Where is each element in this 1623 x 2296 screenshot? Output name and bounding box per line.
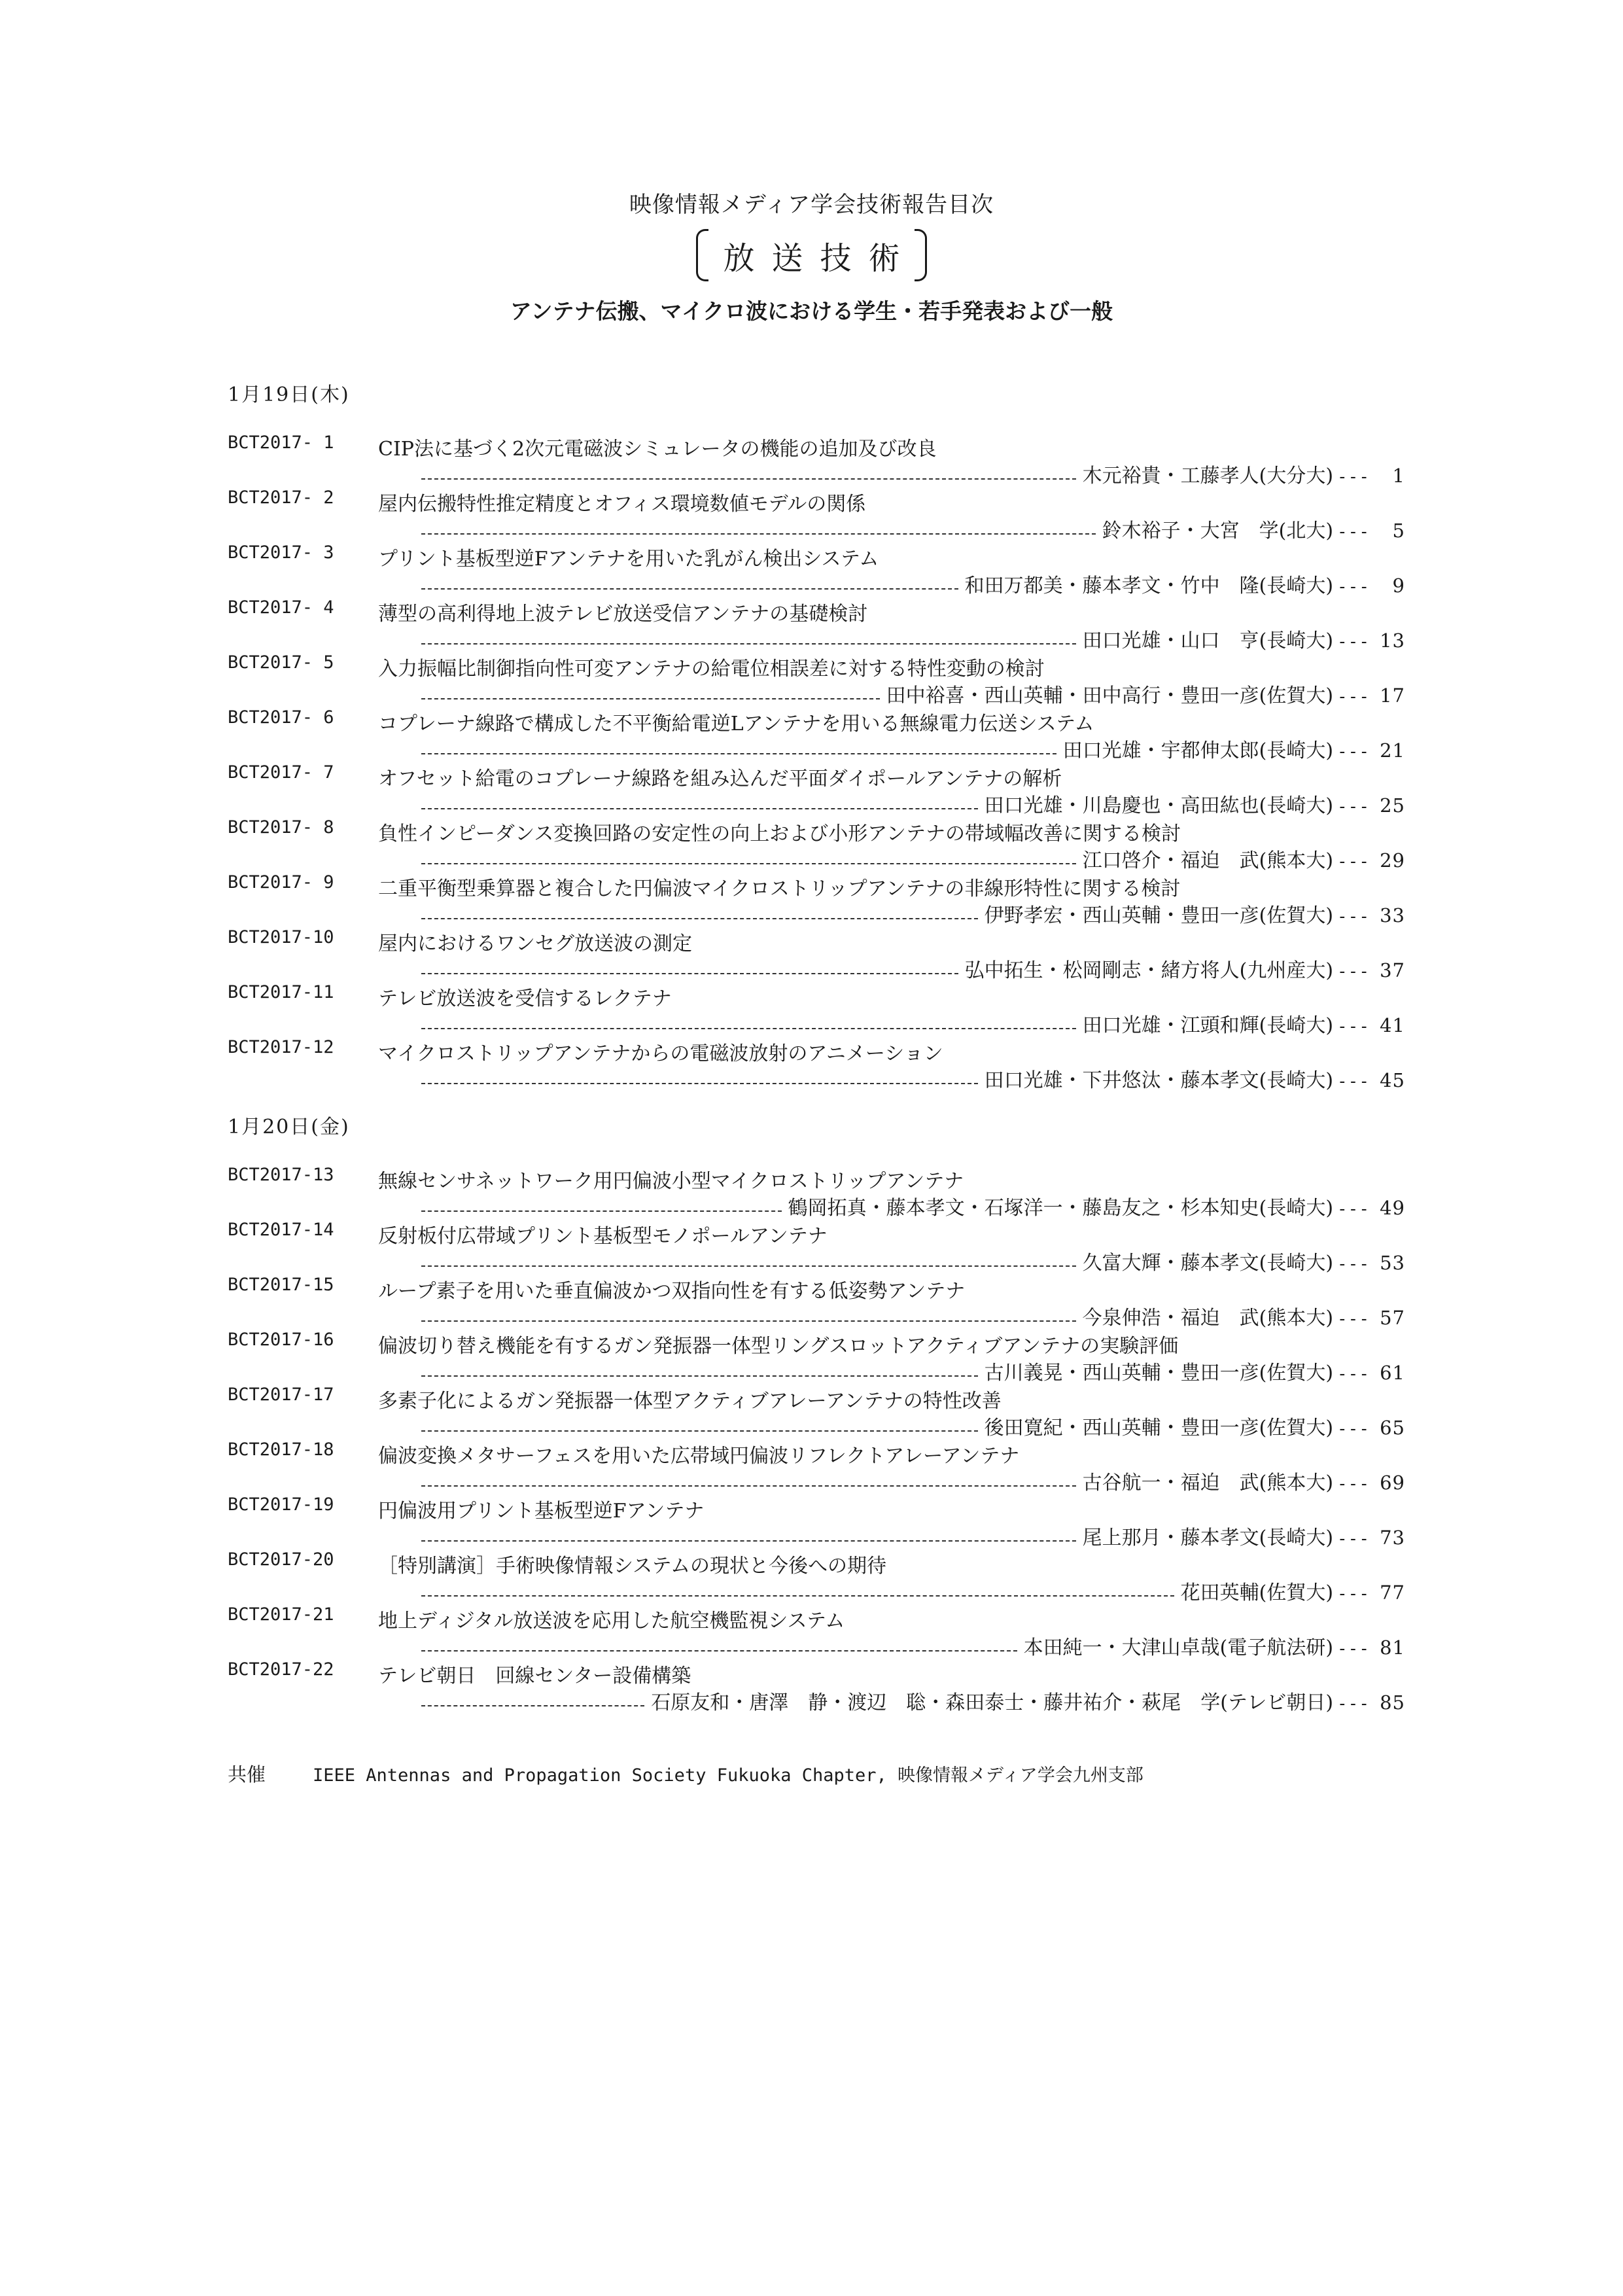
paper-title: ループ素子を用いた垂直偏波かつ双指向性を有する低姿勢アンテナ	[378, 1280, 966, 1303]
page-leader: --- 77	[1337, 1581, 1405, 1604]
paper-title: 負性インピーダンス変換回路の安定性の向上および小形アンテナの帯域幅改善に関する検討	[378, 822, 1181, 845]
report-number: BCT2017- 4	[228, 597, 334, 618]
page-number: 45	[1380, 1069, 1405, 1091]
page-number: 33	[1380, 904, 1405, 927]
report-number: BCT2017- 7	[228, 762, 334, 783]
page-leader: --- 57	[1337, 1307, 1405, 1329]
toc-entry	[228, 1439, 1405, 1494]
author-line	[228, 954, 1405, 980]
report-number: BCT2017- 3	[228, 542, 334, 563]
report-number: BCT2017-22	[228, 1659, 334, 1680]
paper-title: CIP法に基づく2次元電磁波シミュレータの機能の追加及び改良	[378, 438, 937, 461]
page-number: 77	[1380, 1581, 1405, 1604]
left-bracket	[696, 229, 708, 281]
report-number: BCT2017- 6	[228, 707, 334, 728]
report-number: BCT2017-11	[228, 982, 334, 1002]
author-line	[228, 844, 1405, 870]
dot-leader	[421, 850, 1076, 864]
page-leader: --- 53	[1337, 1252, 1405, 1274]
dot-leader	[421, 1692, 644, 1706]
page-number: 5	[1392, 520, 1405, 542]
page-leader: --- 65	[1337, 1417, 1405, 1439]
author-line	[228, 459, 1405, 486]
page-leader: --- 25	[1337, 794, 1405, 817]
paper-authors: 田口光雄・江頭和輝(長崎大)	[1082, 1014, 1334, 1037]
page-leader: --- 37	[1337, 959, 1405, 981]
paper-title: 屋内におけるワンセグ放送波の測定	[378, 932, 692, 955]
page-leader: --- 45	[1337, 1069, 1405, 1091]
paper-authors: 田口光雄・川島慶也・高田紘也(長崎大)	[984, 794, 1334, 817]
page-leader: --- 73	[1337, 1527, 1405, 1549]
author-line	[228, 789, 1405, 815]
paper-title: テレビ放送波を受信するレクテナ	[378, 987, 672, 1010]
toc-entry	[228, 1037, 1405, 1092]
page-leader: --- 5	[1337, 520, 1405, 542]
co-sponsor-line	[228, 1760, 1143, 1787]
dot-leader	[421, 1472, 1076, 1487]
paper-authors: 弘中拓生・松岡剛志・緒方将人(九州産大)	[964, 959, 1334, 982]
report-number: BCT2017-16	[228, 1330, 334, 1350]
report-number: BCT2017-14	[228, 1220, 334, 1240]
category-label: 放送技術	[723, 239, 917, 277]
toc-entry	[228, 1165, 1405, 1220]
toc-entry	[228, 872, 1405, 927]
toc-entry	[228, 1604, 1405, 1659]
report-number: BCT2017-13	[228, 1165, 334, 1185]
author-line	[228, 1356, 1405, 1383]
page-number: 29	[1380, 849, 1405, 872]
author-line	[228, 1301, 1405, 1328]
author-line	[228, 624, 1405, 650]
dot-leader	[421, 1252, 1076, 1267]
toc-entry	[228, 597, 1405, 652]
dot-leader	[421, 1582, 1174, 1597]
page-leader: --- 41	[1337, 1014, 1405, 1036]
day-header: 1月20日(金)	[228, 1116, 350, 1139]
report-number: BCT2017-12	[228, 1037, 334, 1057]
author-line	[228, 569, 1405, 595]
dot-leader	[421, 1527, 1076, 1542]
paper-authors: 古川義晃・西山英輔・豊田一彦(佐賀大)	[984, 1362, 1334, 1385]
page-leader: --- 17	[1337, 684, 1405, 707]
dot-leader	[421, 960, 958, 974]
report-number: BCT2017-20	[228, 1549, 334, 1570]
page-leader: --- 33	[1337, 904, 1405, 927]
author-line	[228, 1411, 1405, 1438]
paper-authors: 今泉伸浩・福迫 武(熊本大)	[1082, 1307, 1334, 1330]
report-number: BCT2017- 2	[228, 487, 334, 508]
dot-leader	[421, 1070, 978, 1084]
dot-leader	[421, 630, 1076, 645]
page-leader: --- 61	[1337, 1362, 1405, 1384]
author-line	[228, 734, 1405, 760]
toc-entry	[228, 487, 1405, 542]
toc-entry	[228, 1275, 1405, 1330]
page-number: 21	[1380, 739, 1405, 762]
author-line	[228, 1064, 1405, 1090]
paper-title: 多素子化によるガン発振器一体型アクティブアレーアンテナの特性改善	[378, 1390, 1002, 1413]
right-bracket	[915, 229, 927, 281]
paper-authors: 木元裕貴・工藤孝人(大分大)	[1082, 465, 1334, 487]
author-line	[228, 1576, 1405, 1602]
paper-title: 地上ディジタル放送波を応用した航空機監視システム	[378, 1610, 845, 1633]
page-number: 73	[1380, 1527, 1405, 1549]
paper-title: オフセット給電のコプレーナ線路を組み込んだ平面ダイポールアンテナの解析	[378, 768, 1062, 790]
paper-authors: 田口光雄・下井悠汰・藤本孝文(長崎大)	[984, 1069, 1334, 1092]
toc-entry	[228, 1220, 1405, 1275]
paper-title: テレビ朝日 回線センター設備構築	[378, 1665, 691, 1687]
author-line	[228, 1521, 1405, 1547]
page-leader: --- 85	[1337, 1691, 1405, 1714]
report-number: BCT2017-15	[228, 1275, 334, 1295]
paper-title: プリント基板型逆Fアンテナを用いた乳がん検出システム	[378, 548, 879, 571]
report-number: BCT2017- 1	[228, 433, 334, 453]
toc-entry	[228, 542, 1405, 597]
paper-title: 反射板付広帯域プリント基板型モノポールアンテナ	[378, 1225, 828, 1248]
paper-authors: 田中裕喜・西山英輔・田中高行・豊田一彦(佐賀大)	[886, 684, 1334, 707]
paper-authors: 田口光雄・宇都伸太郎(長崎大)	[1062, 739, 1334, 762]
dot-leader	[421, 795, 978, 809]
page-leader: --- 13	[1337, 629, 1405, 652]
author-line	[228, 1631, 1405, 1657]
report-number: BCT2017-17	[228, 1385, 334, 1405]
page-number: 13	[1380, 629, 1405, 652]
page-leader: --- 69	[1337, 1472, 1405, 1494]
page-leader: --- 9	[1337, 574, 1405, 597]
page-leader: --- 1	[1337, 465, 1405, 487]
page-number: 37	[1380, 959, 1405, 981]
page-number: 57	[1380, 1307, 1405, 1329]
page-leader: --- 81	[1337, 1636, 1405, 1659]
paper-authors: 本田純一・大津山卓哉(電子航法研)	[1023, 1636, 1334, 1659]
toc-entry	[228, 927, 1405, 982]
paper-authors: 伊野孝宏・西山英輔・豊田一彦(佐賀大)	[984, 904, 1334, 927]
paper-title: コプレーナ線路で構成した不平衡給電逆Lアンテナを用いる無線電力伝送システム	[378, 713, 1094, 735]
paper-title: 無線センサネットワーク用円偏波小型マイクロストリップアンテナ	[378, 1170, 964, 1193]
page-number: 81	[1380, 1636, 1405, 1659]
paper-authors: 尾上那月・藤本孝文(長崎大)	[1082, 1527, 1334, 1549]
dot-leader	[421, 685, 880, 699]
page-number: 49	[1380, 1197, 1405, 1219]
paper-authors: 田口光雄・山口 亨(長崎大)	[1082, 629, 1334, 652]
paper-authors: 和田万都美・藤本孝文・竹中 隆(長崎大)	[964, 574, 1334, 597]
dot-leader	[421, 1417, 978, 1432]
page-leader: --- 29	[1337, 849, 1405, 872]
paper-title: 偏波切り替え機能を有するガン発振器一体型リングスロットアクティブアンテナの実験評価	[378, 1335, 1179, 1358]
category-heading	[0, 229, 1623, 281]
toc-entry	[228, 762, 1405, 817]
page-number: 25	[1380, 794, 1405, 817]
page-number: 65	[1380, 1417, 1405, 1439]
report-number: BCT2017-10	[228, 927, 334, 947]
page-number: 17	[1380, 684, 1405, 707]
author-line	[228, 1009, 1405, 1035]
paper-title: 薄型の高利得地上波テレビ放送受信アンテナの基礎検討	[378, 603, 868, 626]
paper-authors: 後田寛紀・西山英輔・豊田一彦(佐賀大)	[984, 1417, 1334, 1439]
author-line	[228, 1466, 1405, 1492]
page-number: 61	[1380, 1362, 1405, 1384]
day-header: 1月19日(木)	[228, 383, 350, 406]
paper-authors: 石原友和・唐澤 静・渡辺 聡・森田泰士・藤井祐介・萩尾 学(テレビ朝日)	[651, 1691, 1334, 1714]
paper-title: 屋内伝搬特性推定精度とオフィス環境数値モデルの関係	[378, 493, 866, 516]
paper-title: 入力振幅比制御指向性可変アンテナの給電位相誤差に対する特性変動の検討	[378, 658, 1045, 680]
author-line	[228, 679, 1405, 705]
dot-leader	[421, 1197, 782, 1212]
page-leader: --- 21	[1337, 739, 1405, 762]
paper-authors: 江口啓介・福迫 武(熊本大)	[1082, 849, 1334, 872]
toc-entry	[228, 707, 1405, 762]
toc-entry	[228, 982, 1405, 1037]
toc-entry	[228, 1494, 1405, 1549]
paper-title: マイクロストリップアンテナからの電磁波放射のアニメーション	[378, 1042, 943, 1065]
page-number: 85	[1380, 1691, 1405, 1714]
report-number: BCT2017-21	[228, 1604, 334, 1625]
session-subtitle: アンテナ伝搬、マイクロ波における学生・若手発表および一般	[510, 298, 1113, 324]
report-number: BCT2017- 9	[228, 872, 334, 892]
dot-leader	[421, 740, 1056, 754]
author-line	[228, 899, 1405, 925]
paper-authors: 久富大輝・藤本孝文(長崎大)	[1082, 1252, 1334, 1275]
paper-authors: 古谷航一・福迫 武(熊本大)	[1082, 1472, 1334, 1494]
paper-authors: 鈴木裕子・大宮 学(北大)	[1102, 520, 1334, 542]
author-line	[228, 1192, 1405, 1218]
paper-title: 円偏波用プリント基板型逆Fアンテナ	[378, 1500, 705, 1523]
paper-title: 二重平衡型乗算器と複合した円偏波マイクロストリップアンテナの非線形特性に関する検討	[378, 877, 1181, 900]
dot-leader	[421, 465, 1076, 480]
report-number: BCT2017- 8	[228, 817, 334, 838]
dot-leader	[421, 1307, 1076, 1322]
dot-leader	[421, 905, 978, 919]
toc-entry	[228, 433, 1405, 487]
report-number: BCT2017- 5	[228, 652, 334, 673]
toc-entry	[228, 652, 1405, 707]
toc-entry	[228, 1659, 1405, 1714]
author-line	[228, 514, 1405, 540]
report-title: 映像情報メディア学会技術報告目次	[629, 192, 994, 218]
co-sponsor-organizers: IEEE Antennas and Propagation Society Fukuoka Chapter, 映像情報メディア学会九州支部	[313, 1765, 1143, 1786]
page-leader: --- 49	[1337, 1197, 1405, 1219]
paper-title: ［特別講演］手術映像情報システムの現状と今後への期待	[378, 1555, 886, 1578]
dot-leader	[421, 1637, 1017, 1651]
dot-leader	[421, 1362, 978, 1377]
paper-authors: 花田英輔(佐賀大)	[1180, 1581, 1334, 1604]
page-number: 53	[1380, 1252, 1405, 1274]
page-number: 9	[1392, 574, 1405, 597]
toc-entry	[228, 1385, 1405, 1439]
report-number: BCT2017-18	[228, 1439, 334, 1460]
paper-title: 偏波変換メタサーフェスを用いた広帯域円偏波リフレクトアレーアンテナ	[378, 1445, 1020, 1468]
toc-entry	[228, 817, 1405, 872]
page-number: 41	[1380, 1014, 1405, 1036]
paper-authors: 鶴岡拓真・藤本孝文・石塚洋一・藤島友之・杉本知史(長崎大)	[788, 1197, 1334, 1220]
co-sponsor-label: 共催	[228, 1763, 266, 1786]
report-number: BCT2017-19	[228, 1494, 334, 1515]
author-line	[228, 1686, 1405, 1712]
dot-leader	[421, 520, 1096, 535]
page-number: 1	[1392, 465, 1405, 487]
toc-entry	[228, 1330, 1405, 1385]
dot-leader	[421, 575, 958, 590]
dot-leader	[421, 1015, 1076, 1029]
page-number: 69	[1380, 1472, 1405, 1494]
author-line	[228, 1246, 1405, 1273]
toc-entry	[228, 1549, 1405, 1604]
